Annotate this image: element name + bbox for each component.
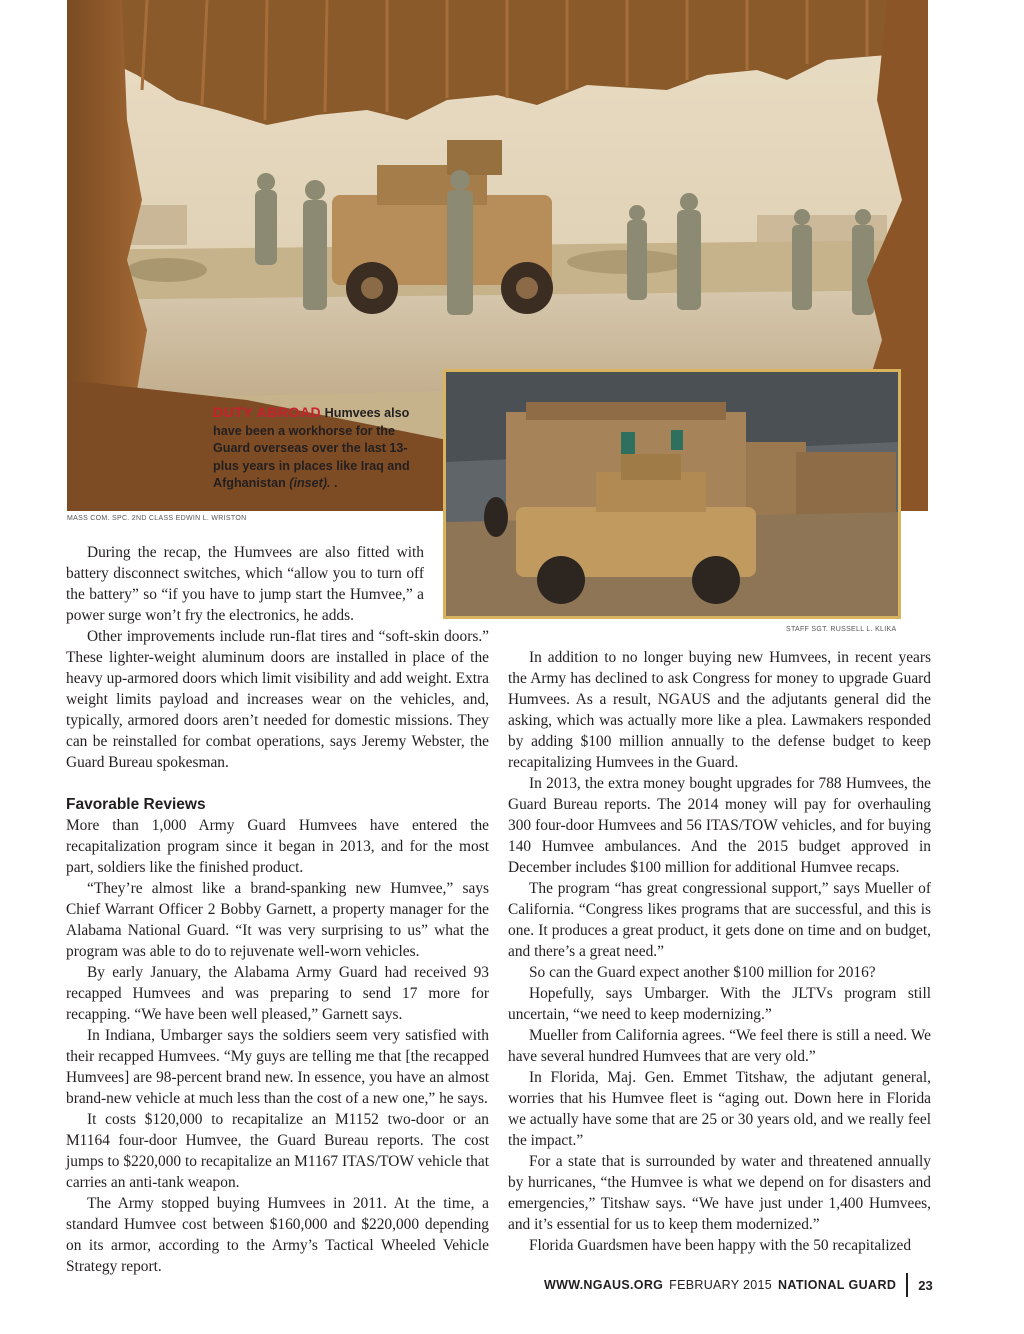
- footer-magazine-name: NATIONAL GUARD: [777, 1278, 897, 1292]
- paragraph: For a state that is surrounded by water and threatened annually by hurricanes, “the Humvee is what we depend on for disasters and emergencies,” Titshaw says. “We have just under 1,400 Humvees, and it’s essential for us to keep them modernized.”: [508, 1153, 931, 1233]
- paragraph: By early January, the Alabama Army Guard had received 93 recapped Humvees and was preparing to send 17 more for recapping. “We have been well pleased,” Garnett says.: [66, 964, 489, 1023]
- caption-text: Humvees also have been a workhorse for the Guard overseas over the last 13-plus years in places like Iraq and Afghanistan: [213, 406, 410, 490]
- paragraph: More than 1,000 Army Guard Humvees have entered the recapitalization program since it began in 2013, and for the most part, soldiers like the finished product.: [66, 817, 489, 876]
- right-column: [508, 647, 931, 1256]
- caption-tail: .: [330, 476, 338, 490]
- paragraph: In Florida, Maj. Gen. Emmet Titshaw, the adjutant general, worries that his Humvee fleet is “aging out. Down here in Florida we actually have some that are 25 or 30 years old, and we really feel the impact.”: [508, 1069, 931, 1149]
- caption-inset-note: (inset).: [289, 476, 331, 490]
- paragraph: Hopefully, says Umbarger. With the JLTVs program still uncertain, “we need to keep modernizing.”: [508, 985, 931, 1023]
- paragraph: In 2013, the extra money bought upgrades for 788 Humvees, the Guard Bureau reports. The 2014 money will pay for overhauling 300 four-door Humvees and 56 ITAS/TOW vehicles, and for buying 140 Humvee ambulances. And the 2015 budget approved in December includes $100 million for additional Humvee recaps.: [508, 775, 931, 876]
- paragraph: Florida Guardsmen have been happy with the 50 recapitalized: [529, 1237, 912, 1254]
- paragraph: “They’re almost like a brand-spanking new Humvee,” says Chief Warrant Officer 2 Bobby Garnett, a property manager for the Alabama National Guard. “It was very surprising to us” what the program was able to do to rejuvenate well-worn vehicles.: [66, 880, 489, 960]
- left-column: [66, 626, 489, 1277]
- page-footer: [544, 1273, 934, 1297]
- paragraph: Other improvements include run-flat tires and “soft-skin doors.” These lighter-weight aluminum doors are installed in place of the heavy up-armored doors which limit visibility and add weight. Extra weight limits payload and increases wear on the vehicles, and, typically, armored doors aren’t needed for domestic missions. They can be reinstalled for combat operations, says Jeremy Webster, the Guard Bureau spokesman.: [66, 628, 489, 771]
- footer-divider: [906, 1273, 908, 1297]
- footer-url[interactable]: WWW.NGAUS.ORG: [544, 1278, 664, 1292]
- paragraph: In addition to no longer buying new Humvees, in recent years the Army has declined to ask Congress for money to upgrade Guard Humvees. As a result, NGAUS and the adjutants general did the asking, which was actually more like a plea. Lawmakers responded by adding $100 million annually to the defense budget to keep recapitalizing Humvees in the Guard.: [508, 649, 931, 771]
- paragraph: So can the Guard expect another $100 million for 2016?: [529, 964, 876, 981]
- photo-caption: [213, 404, 433, 493]
- afghanistan-humvee-illustration: [446, 372, 898, 616]
- paragraph: The Army stopped buying Humvees in 2011. At the time, a standard Humvee cost between $160,000 and $220,000 depending on its armor, according to the Army’s Tactical Wheeled Vehicle Strategy report.: [66, 1195, 489, 1275]
- section-subhead: Favorable Reviews: [66, 796, 206, 813]
- main-photo-credit: MASS COM. SPC. 2ND CLASS EDWIN L. WRISTON: [67, 515, 247, 522]
- paragraph: The program “has great congressional support,” says Mueller of California. “Congress likes programs that are successful, and this is one. It produces a great product, it gets done on time and on budget, and there’s a great need.”: [508, 880, 931, 960]
- inset-photo-credit: STAFF SGT. RUSSELL L. KLIKA: [786, 626, 897, 633]
- caption-kicker: DUTY ABROAD: [213, 404, 322, 420]
- page-number: 23: [918, 1277, 933, 1293]
- paragraph: In Indiana, Umbarger says the soldiers seem very satisfied with their recapped Humvees. “My guys are telling me that [the recapped Humvees] are 98-percent brand new. In essence, you have an almost brand-new vehicle at much less than the cost of a new one,” he says.: [66, 1027, 489, 1107]
- left-column-top: [66, 542, 424, 626]
- paragraph: During the recap, the Humvees are also fitted with battery disconnect switches, which “allow you to turn off the battery” so “if you have to jump start the Humvee,” a power surge won’t fry the electronics, he adds.: [66, 544, 424, 624]
- paragraph: Mueller from California agrees. “We feel there is still a need. We have several hundred Humvees that are very old.”: [508, 1027, 931, 1065]
- inset-photo: [443, 369, 901, 619]
- footer-date: FEBRUARY 2015: [669, 1278, 772, 1292]
- paragraph: It costs $120,000 to recapitalize an M1152 two-door or an M1164 four-door Humvee, the Guard Bureau reports. The cost jumps to $220,000 to recapitalize an M1167 ITAS/TOW vehicle that carries an anti-tank weapon.: [66, 1111, 489, 1191]
